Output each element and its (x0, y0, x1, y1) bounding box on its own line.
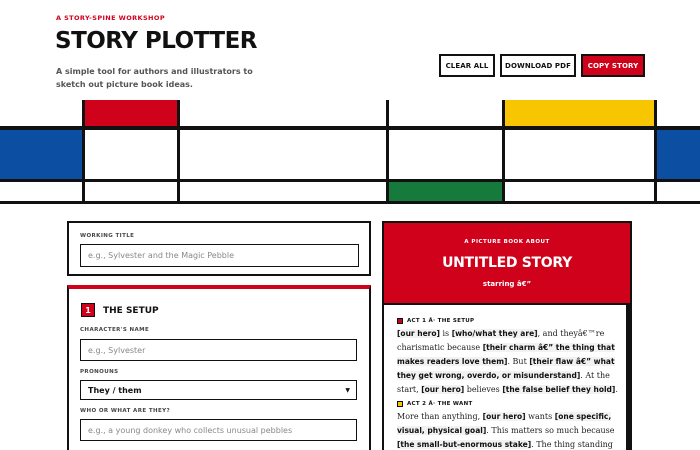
who-input[interactable]: e.g., a young donkey who collects unusual pebbles (80, 419, 357, 441)
placeholder-token: [the false belief they hold] (502, 385, 616, 394)
act-2-block (397, 401, 619, 450)
act-text: . (615, 385, 618, 394)
act-text: . This matters so much because (486, 426, 615, 435)
act-text: wants (525, 412, 555, 421)
working-title-label: WORKING TITLE (80, 233, 135, 239)
setup-section-title: THE SETUP (103, 306, 159, 316)
story-preview-panel (382, 221, 632, 450)
mondrian-line (177, 100, 180, 204)
mondrian-line (502, 100, 505, 204)
character-name-input[interactable]: e.g., Sylvester (80, 339, 357, 361)
page-title: STORY PLOTTER (55, 28, 257, 54)
mondrian-line (654, 100, 657, 204)
pronouns-select[interactable] (80, 380, 357, 400)
red-square-icon (397, 318, 403, 324)
yellow-square-icon (397, 401, 403, 407)
placeholder-token: [their flaw â€” what they get wrong, overdo, or misunderstand] (397, 357, 615, 380)
placeholder-token: [the small-but-enormous stake] (397, 440, 532, 449)
act-2-label (397, 401, 619, 407)
placeholder-token: [our hero] (421, 385, 465, 394)
copy-story-button[interactable]: COPY STORY (581, 54, 645, 77)
eyebrow-label: A STORY-SPINE WORKSHOP (56, 14, 165, 22)
act-text: . The thing standing (531, 440, 613, 449)
act-text: . But (507, 357, 530, 366)
setup-section-card (67, 285, 371, 450)
mondrian-yellow-block (504, 100, 654, 126)
placeholder-token: [their charm â€” the thing that makes readers love them] (397, 343, 615, 366)
preview-eyebrow: A PICTURE BOOK ABOUT (464, 239, 550, 245)
preview-edge-bar (626, 305, 630, 450)
act-text: is (439, 329, 452, 338)
act-text: , and theyâ€™re charismatic because (397, 329, 605, 352)
act-1-text (397, 327, 619, 397)
preview-header (384, 223, 630, 305)
act-1-label-text: ACT 1 Â· THE SETUP (407, 318, 475, 324)
placeholder-token: [our hero] (482, 412, 526, 421)
page-subtitle: A simple tool for authors and illustrators to sketch out picture book ideas. (56, 67, 253, 89)
placeholder-token: [who/what they are] (451, 329, 538, 338)
mondrian-line (0, 201, 700, 204)
mondrian-banner (0, 100, 700, 204)
character-name-label: CHARACTER'S NAME (80, 327, 150, 333)
act-1-block (397, 318, 619, 397)
mondrian-line (0, 179, 700, 182)
step-number-badge: 1 (81, 303, 95, 317)
pronouns-select-value: They / them (88, 385, 142, 395)
chevron-down-icon: ▼ (345, 386, 350, 394)
act-text: believes (464, 385, 503, 394)
pronouns-label: PRONOUNS (80, 369, 119, 375)
placeholder-token: [one specific, visual, physical goal] (397, 412, 612, 435)
placeholder-token: [our hero] (397, 329, 440, 338)
act-2-text (397, 410, 619, 450)
mondrian-blue-block-right (656, 130, 700, 180)
preview-title: UNTITLED STORY (442, 255, 572, 271)
preview-starring: starring â€” (482, 280, 532, 288)
working-title-card (67, 221, 371, 276)
mondrian-line (386, 100, 389, 204)
who-label: WHO OR WHAT ARE THEY? (80, 408, 171, 414)
mondrian-blue-block-left (0, 130, 82, 180)
mondrian-line (82, 100, 85, 204)
act-1-label (397, 318, 619, 324)
clear-all-button[interactable]: CLEAR ALL (439, 54, 495, 77)
mondrian-line (0, 126, 700, 130)
act-text: . At the start, (397, 371, 610, 394)
working-title-input[interactable]: e.g., Sylvester and the Magic Pebble (80, 244, 359, 267)
act-2-label-text: ACT 2 Â· THE WANT (407, 401, 473, 407)
act-text: More than anything, (397, 412, 483, 421)
mondrian-red-block (84, 100, 177, 126)
download-pdf-button[interactable]: DOWNLOAD PDF (500, 54, 576, 77)
